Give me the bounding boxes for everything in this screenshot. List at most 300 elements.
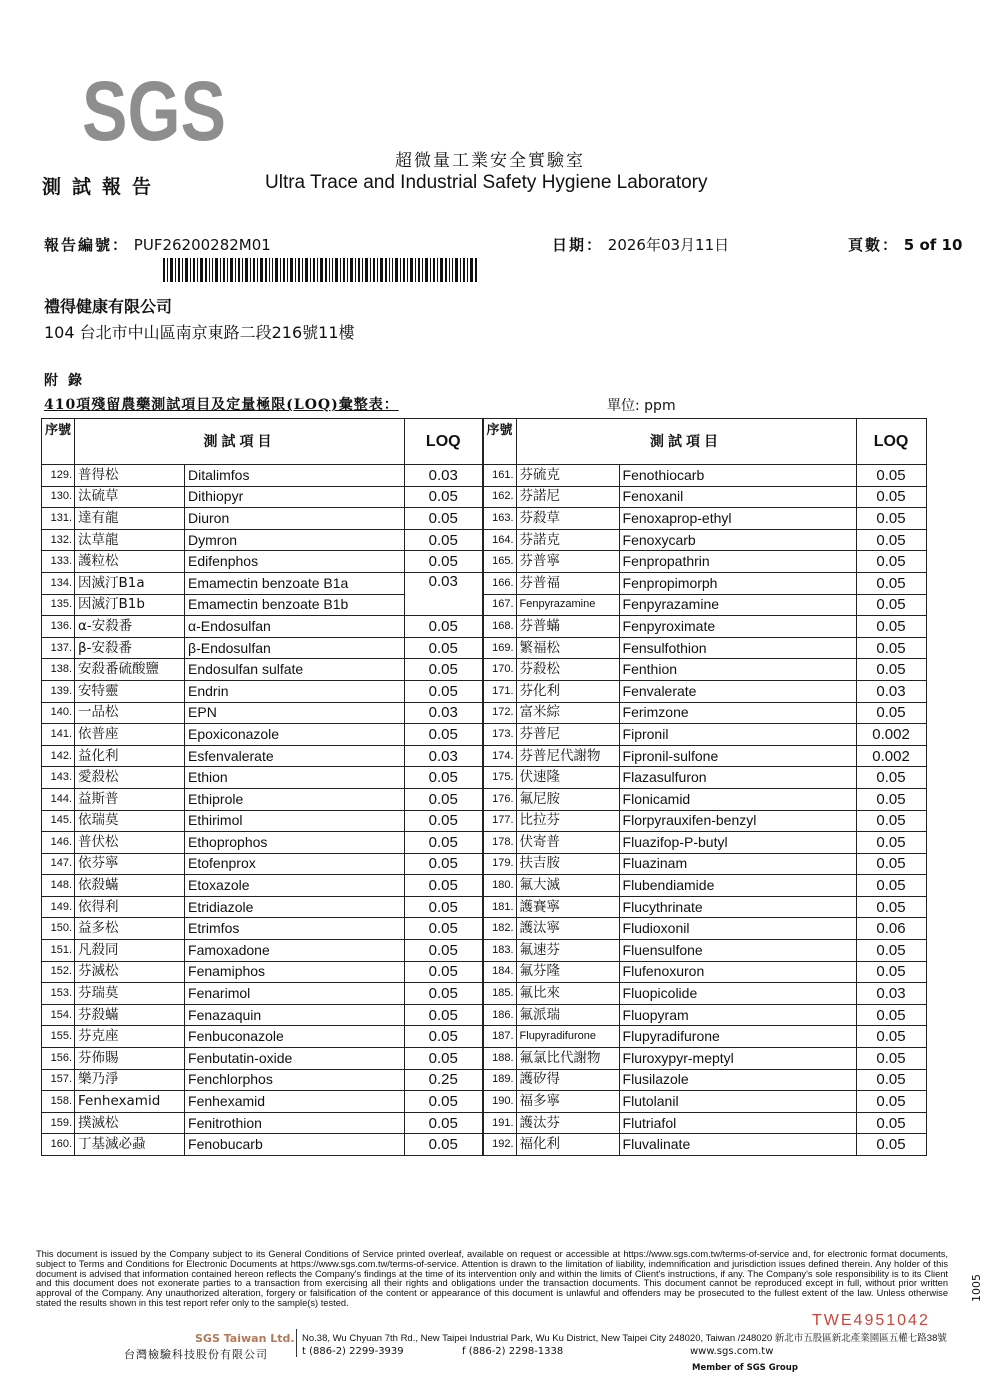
right-name-cn-cell: 護汰芬 xyxy=(516,1112,619,1134)
right-name-cn-cell: 富米綜 xyxy=(516,702,619,724)
left-name-cn-cell: 因滅汀B1a xyxy=(75,572,185,594)
left-loq-cell: 0.05 xyxy=(405,961,483,983)
right-name-cn-cell: 芬普寧 xyxy=(516,551,619,573)
page-count-label: 頁數： xyxy=(848,236,900,254)
left-name-cn-cell: 撲滅松 xyxy=(75,1112,185,1134)
legal-disclaimer: This document is issued by the Company subject to its General Conditions of Service printed overleaf, available on request or accessible at https://www.sgs.com.tw/terms-of-service and, for electronic format documents, subject to Terms and Conditions for Electronic Documents at https://www.sgs.com.tw/terms-of-service. Attention is drawn to the limitation of liability, indemnification and jurisdiction issues defined therein. Any holder of this document is advised that information contained hereon reflects the Company's findings at the time of its intervention only and within the limits of Client's instructions, if any. The Company's sole responsibility is to its Client and this document does not exonerate parties to a transaction from exercising all their rights and obligations under the transaction documents. This document cannot be reproduced except in full, without prior written approval of the Company. Any unauthorized alteration, forgery or falsification of the content or appearance of this document is unlawful and offenders may be prosecuted to the fullest extent of the law. Unless otherwise stated the results shown in this test report refer only to the sample(s) tested. xyxy=(36,1249,948,1308)
left-seq-cell: 152. xyxy=(42,961,75,983)
left-seq-cell: 144. xyxy=(42,788,75,810)
left-name-cn-cell: 益多松 xyxy=(75,918,185,940)
right-seq-cell: 175. xyxy=(483,767,517,789)
right-seq-cell: 178. xyxy=(483,832,517,854)
left-loq-cell: 0.03 xyxy=(405,465,483,487)
right-seq-cell: 166. xyxy=(483,572,517,594)
left-loq-cell: 0.05 xyxy=(405,853,483,875)
footer-website[interactable]: www.sgs.com.tw xyxy=(690,1346,774,1357)
table-row xyxy=(42,1069,927,1091)
left-loq-cell: 0.05 xyxy=(405,940,483,962)
right-loq-cell: 0.05 xyxy=(856,1048,926,1070)
right-name-cn-cell: 芬普尼 xyxy=(516,724,619,746)
right-loq-cell: 0.03 xyxy=(856,983,926,1005)
right-name-en-cell: Flutolanil xyxy=(619,1091,856,1113)
left-seq-cell: 140. xyxy=(42,702,75,724)
right-seq-cell: 183. xyxy=(483,940,517,962)
right-name-en-cell: Flonicamid xyxy=(619,788,856,810)
right-name-cn-cell: 氟比來 xyxy=(516,983,619,1005)
header-item-right: 測試項目 xyxy=(516,419,856,465)
left-seq-cell: 129. xyxy=(42,465,75,487)
right-name-cn-cell: 芬硫克 xyxy=(516,465,619,487)
right-name-en-cell: Fenpropathrin xyxy=(619,551,856,573)
report-date-label: 日期： xyxy=(552,236,604,254)
report-number-value: PUF26200282M01 xyxy=(133,236,271,254)
table-title: 410項殘留農藥測試項目及定量極限(LOQ)彙整表： xyxy=(44,397,399,413)
left-loq-cell: 0.05 xyxy=(405,724,483,746)
left-name-en-cell: Ditalimfos xyxy=(185,465,405,487)
table-row xyxy=(42,1048,927,1070)
left-seq-cell: 148. xyxy=(42,875,75,897)
right-name-en-cell: Fenpyroximate xyxy=(619,616,856,638)
left-name-en-cell: Diuron xyxy=(185,508,405,530)
left-loq-cell: 0.05 xyxy=(405,529,483,551)
footer-fax: f (886-2) 2298-1338 xyxy=(462,1346,564,1357)
unit-label: 單位: ppm xyxy=(607,398,676,414)
table-header-row xyxy=(42,419,927,465)
left-loq-cell: 0.05 xyxy=(405,680,483,702)
left-name-en-cell: Famoxadone xyxy=(185,940,405,962)
right-name-en-cell: Fipronil xyxy=(619,724,856,746)
right-loq-cell: 0.06 xyxy=(856,918,926,940)
table-row xyxy=(42,896,927,918)
right-name-cn-cell: 扶吉胺 xyxy=(516,853,619,875)
left-name-cn-cell: 一品松 xyxy=(75,702,185,724)
left-seq-cell: 159. xyxy=(42,1112,75,1134)
table-row xyxy=(42,745,927,767)
right-seq-cell: 179. xyxy=(483,853,517,875)
right-name-en-cell: Fenthion xyxy=(619,659,856,681)
right-name-en-cell: Florpyrauxifen-benzyl xyxy=(619,810,856,832)
table-row xyxy=(42,875,927,897)
left-seq-cell: 139. xyxy=(42,680,75,702)
table-row xyxy=(42,551,927,573)
client-name: 禮得健康有限公司 xyxy=(44,297,173,316)
header-loq-left: LOQ xyxy=(405,419,483,465)
left-name-cn-cell: 依芬寧 xyxy=(75,853,185,875)
table-row xyxy=(42,853,927,875)
right-name-en-cell: Fenoxanil xyxy=(619,486,856,508)
right-name-cn-cell: 芬殺松 xyxy=(516,659,619,681)
report-number-label: 報告編號： xyxy=(44,236,130,254)
left-name-cn-cell: 益斯普 xyxy=(75,788,185,810)
left-name-cn-cell: 芬克座 xyxy=(75,1026,185,1048)
left-name-cn-cell: 芬殺蟎 xyxy=(75,1004,185,1026)
right-seq-cell: 180. xyxy=(483,875,517,897)
left-name-cn-cell: 樂乃淨 xyxy=(75,1069,185,1091)
right-name-en-cell: Flazasulfuron xyxy=(619,767,856,789)
right-name-cn-cell: 芬普蟎 xyxy=(516,616,619,638)
left-name-en-cell: Fenbuconazole xyxy=(185,1026,405,1048)
left-name-en-cell: Etridiazole xyxy=(185,896,405,918)
table-row xyxy=(42,508,927,530)
right-name-cn-cell: 氟速芬 xyxy=(516,940,619,962)
table-row xyxy=(42,594,927,616)
left-name-en-cell: Emamectin benzoate B1a xyxy=(185,572,405,594)
right-loq-cell: 0.05 xyxy=(856,594,926,616)
left-name-cn-cell: 依殺蟎 xyxy=(75,875,185,897)
left-name-en-cell: Etoxazole xyxy=(185,875,405,897)
left-name-cn-cell: β-安殺番 xyxy=(75,637,185,659)
right-seq-cell: 163. xyxy=(483,508,517,530)
right-name-cn-cell: 護汰寧 xyxy=(516,918,619,940)
right-loq-cell: 0.05 xyxy=(856,1026,926,1048)
left-name-en-cell: Ethion xyxy=(185,767,405,789)
header-seq-left: 序號 xyxy=(42,419,75,465)
left-name-cn-cell: 依瑞莫 xyxy=(75,810,185,832)
right-seq-cell: 185. xyxy=(483,983,517,1005)
right-loq-cell: 0.05 xyxy=(856,853,926,875)
left-loq-cell: 0.05 xyxy=(405,832,483,854)
left-name-en-cell: Epoxiconazole xyxy=(185,724,405,746)
right-loq-cell: 0.05 xyxy=(856,637,926,659)
left-seq-cell: 137. xyxy=(42,637,75,659)
right-seq-cell: 189. xyxy=(483,1069,517,1091)
header-item-left: 測試項目 xyxy=(75,419,405,465)
table-row xyxy=(42,724,927,746)
right-seq-cell: 172. xyxy=(483,702,517,724)
footer-address: No.38, Wu Chyuan 7th Rd., New Taipei Industrial Park, Wu Ku District, New Taipei City 248020, Taiwan /248020 新北市五股區新北產業園區五權七路38號 xyxy=(302,1333,947,1344)
right-name-en-cell: Fenvalerate xyxy=(619,680,856,702)
right-name-cn-cell: 氟氯比代謝物 xyxy=(516,1048,619,1070)
right-seq-cell: 161. xyxy=(483,465,517,487)
right-name-cn-cell: 護矽得 xyxy=(516,1069,619,1091)
left-name-cn-cell: 因滅汀B1b xyxy=(75,594,185,616)
right-name-cn-cell: 護賽寧 xyxy=(516,896,619,918)
right-loq-cell: 0.05 xyxy=(856,1091,926,1113)
right-loq-cell: 0.05 xyxy=(856,1069,926,1091)
left-seq-cell: 130. xyxy=(42,486,75,508)
left-name-en-cell: Ethirimol xyxy=(185,810,405,832)
right-name-en-cell: Fenoxycarb xyxy=(619,529,856,551)
left-name-en-cell: Fenarimol xyxy=(185,983,405,1005)
right-name-cn-cell: 氟大滅 xyxy=(516,875,619,897)
right-name-en-cell: Fluopicolide xyxy=(619,983,856,1005)
table-row xyxy=(42,1091,927,1113)
right-loq-cell: 0.05 xyxy=(856,896,926,918)
right-name-en-cell: Flufenoxuron xyxy=(619,961,856,983)
left-name-en-cell: Endosulfan sulfate xyxy=(185,659,405,681)
sgs-logo xyxy=(80,64,228,158)
table-row xyxy=(42,1112,927,1134)
right-name-en-cell: Flupyradifurone xyxy=(619,1026,856,1048)
right-name-cn-cell: 氟尼胺 xyxy=(516,788,619,810)
left-loq-cell: 0.03 xyxy=(405,745,483,767)
left-seq-cell: 141. xyxy=(42,724,75,746)
side-code: 1005 xyxy=(970,1274,983,1302)
footer-company-en: SGS Taiwan Ltd. xyxy=(195,1332,295,1345)
right-seq-cell: 165. xyxy=(483,551,517,573)
right-seq-cell: 190. xyxy=(483,1091,517,1113)
left-seq-cell: 149. xyxy=(42,896,75,918)
right-loq-cell: 0.05 xyxy=(856,465,926,487)
sgs-logo-text: SGS xyxy=(82,64,226,158)
table-row xyxy=(42,810,927,832)
table-row xyxy=(42,1134,927,1156)
left-seq-cell: 135. xyxy=(42,594,75,616)
right-seq-cell: 171. xyxy=(483,680,517,702)
table-row xyxy=(42,1026,927,1048)
left-name-cn-cell: 丁基滅必蝨 xyxy=(75,1134,185,1156)
table-row xyxy=(42,572,927,594)
right-loq-cell: 0.05 xyxy=(856,572,926,594)
report-date xyxy=(552,234,729,255)
table-row xyxy=(42,680,927,702)
left-name-en-cell: Fenitrothion xyxy=(185,1112,405,1134)
right-loq-cell: 0.05 xyxy=(856,832,926,854)
left-name-cn-cell: 普得松 xyxy=(75,465,185,487)
report-number xyxy=(44,234,271,255)
right-seq-cell: 177. xyxy=(483,810,517,832)
left-loq-cell: 0.05 xyxy=(405,896,483,918)
left-name-cn-cell: Fenhexamid xyxy=(75,1091,185,1113)
right-loq-cell: 0.05 xyxy=(856,767,926,789)
right-seq-cell: 173. xyxy=(483,724,517,746)
left-name-cn-cell: 護粒松 xyxy=(75,551,185,573)
left-loq-cell: 0.05 xyxy=(405,918,483,940)
left-name-en-cell: α-Endosulfan xyxy=(185,616,405,638)
left-loq-cell: 0.05 xyxy=(405,659,483,681)
left-seq-cell: 153. xyxy=(42,983,75,1005)
table-row xyxy=(42,659,927,681)
right-name-cn-cell: 比拉芬 xyxy=(516,810,619,832)
left-seq-cell: 147. xyxy=(42,853,75,875)
right-name-cn-cell: 芬普福 xyxy=(516,572,619,594)
right-loq-cell: 0.05 xyxy=(856,702,926,724)
table-row xyxy=(42,767,927,789)
right-name-en-cell: Fludioxonil xyxy=(619,918,856,940)
table-row xyxy=(42,465,927,487)
left-name-en-cell: Fenobucarb xyxy=(185,1134,405,1156)
header-seq-right: 序號 xyxy=(483,419,517,465)
right-loq-cell: 0.05 xyxy=(856,1112,926,1134)
lab-name-cn: 超微量工業安全實驗室 xyxy=(395,151,585,171)
left-name-en-cell: Fenbutatin-oxide xyxy=(185,1048,405,1070)
left-seq-cell: 158. xyxy=(42,1091,75,1113)
right-seq-cell: 181. xyxy=(483,896,517,918)
right-seq-cell: 186. xyxy=(483,1004,517,1026)
left-name-en-cell: Etrimfos xyxy=(185,918,405,940)
appendix-label: 附錄 xyxy=(44,373,92,389)
left-loq-cell: 0.05 xyxy=(405,616,483,638)
right-name-cn-cell: 芬諾克 xyxy=(516,529,619,551)
right-seq-cell: 192. xyxy=(483,1134,517,1156)
left-seq-cell: 132. xyxy=(42,529,75,551)
left-loq-cell: 0.05 xyxy=(405,875,483,897)
table-row xyxy=(42,1004,927,1026)
right-loq-cell: 0.05 xyxy=(856,508,926,530)
left-name-cn-cell: 芬佈賜 xyxy=(75,1048,185,1070)
right-loq-cell: 0.05 xyxy=(856,961,926,983)
left-name-en-cell: Endrin xyxy=(185,680,405,702)
left-seq-cell: 145. xyxy=(42,810,75,832)
left-loq-cell: 0.05 xyxy=(405,1048,483,1070)
right-name-en-cell: Fluazinam xyxy=(619,853,856,875)
right-name-cn-cell: 芬諾尼 xyxy=(516,486,619,508)
left-name-cn-cell: 依普座 xyxy=(75,724,185,746)
right-loq-cell: 0.05 xyxy=(856,659,926,681)
right-loq-cell: 0.05 xyxy=(856,788,926,810)
right-name-cn-cell: 氟芬隆 xyxy=(516,961,619,983)
left-seq-cell: 150. xyxy=(42,918,75,940)
right-name-cn-cell: 氟派瑞 xyxy=(516,1004,619,1026)
page-count xyxy=(848,234,962,255)
header-loq-right: LOQ xyxy=(856,419,926,465)
right-seq-cell: 164. xyxy=(483,529,517,551)
left-loq-cell: 0.05 xyxy=(405,1026,483,1048)
left-name-cn-cell: 普伏松 xyxy=(75,832,185,854)
right-name-en-cell: Fluensulfone xyxy=(619,940,856,962)
left-seq-cell: 131. xyxy=(42,508,75,530)
left-name-cn-cell: α-安殺番 xyxy=(75,616,185,638)
right-seq-cell: 176. xyxy=(483,788,517,810)
footer-divider xyxy=(296,1329,297,1357)
right-name-en-cell: Flubendiamide xyxy=(619,875,856,897)
left-name-en-cell: Esfenvalerate xyxy=(185,745,405,767)
right-name-cn-cell: 伏速隆 xyxy=(516,767,619,789)
left-name-en-cell: Fenchlorphos xyxy=(185,1069,405,1091)
right-seq-cell: 187. xyxy=(483,1026,517,1048)
left-name-en-cell: Etofenprox xyxy=(185,853,405,875)
footer-company-cn: 台灣檢驗科技股份有限公司 xyxy=(124,1348,268,1361)
left-loq-cell: 0.05 xyxy=(405,1004,483,1026)
barcode xyxy=(163,258,478,282)
left-name-en-cell: Fenazaquin xyxy=(185,1004,405,1026)
right-name-en-cell: Fluroxypyr-meptyl xyxy=(619,1048,856,1070)
left-loq-cell: 0.05 xyxy=(405,788,483,810)
right-name-cn-cell: 福多寧 xyxy=(516,1091,619,1113)
right-name-cn-cell: Flupyradifurone xyxy=(516,1026,619,1048)
right-loq-cell: 0.002 xyxy=(856,724,926,746)
left-seq-cell: 154. xyxy=(42,1004,75,1026)
right-loq-cell: 0.03 xyxy=(856,680,926,702)
right-name-en-cell: Ferimzone xyxy=(619,702,856,724)
left-loq-cell: 0.03 xyxy=(405,572,483,615)
left-loq-cell: 0.25 xyxy=(405,1069,483,1091)
left-loq-cell: 0.05 xyxy=(405,810,483,832)
right-loq-cell: 0.05 xyxy=(856,551,926,573)
left-name-cn-cell: 安特靈 xyxy=(75,680,185,702)
right-name-en-cell: Fenpyrazamine xyxy=(619,594,856,616)
left-seq-cell: 142. xyxy=(42,745,75,767)
left-loq-cell: 0.05 xyxy=(405,1112,483,1134)
table-row xyxy=(42,961,927,983)
left-name-cn-cell: 依得利 xyxy=(75,896,185,918)
right-loq-cell: 0.05 xyxy=(856,875,926,897)
left-name-en-cell: Dymron xyxy=(185,529,405,551)
table-row xyxy=(42,832,927,854)
left-name-cn-cell: 愛殺松 xyxy=(75,767,185,789)
right-loq-cell: 0.05 xyxy=(856,810,926,832)
left-seq-cell: 155. xyxy=(42,1026,75,1048)
right-seq-cell: 182. xyxy=(483,918,517,940)
right-seq-cell: 170. xyxy=(483,659,517,681)
left-seq-cell: 157. xyxy=(42,1069,75,1091)
right-seq-cell: 184. xyxy=(483,961,517,983)
table-row xyxy=(42,637,927,659)
right-name-en-cell: Fenoxaprop-ethyl xyxy=(619,508,856,530)
left-seq-cell: 146. xyxy=(42,832,75,854)
right-name-cn-cell: 伏寄普 xyxy=(516,832,619,854)
right-name-en-cell: Fensulfothion xyxy=(619,637,856,659)
right-name-cn-cell: 芬化利 xyxy=(516,680,619,702)
table-row xyxy=(42,983,927,1005)
left-seq-cell: 133. xyxy=(42,551,75,573)
right-loq-cell: 0.05 xyxy=(856,529,926,551)
right-seq-cell: 168. xyxy=(483,616,517,638)
right-name-cn-cell: 繁福松 xyxy=(516,637,619,659)
left-loq-cell: 0.05 xyxy=(405,486,483,508)
document-serial: TWE4951042 xyxy=(812,1312,930,1329)
right-seq-cell: 162. xyxy=(483,486,517,508)
left-loq-cell: 0.05 xyxy=(405,1134,483,1156)
table-row xyxy=(42,702,927,724)
left-loq-cell: 0.05 xyxy=(405,1091,483,1113)
right-loq-cell: 0.05 xyxy=(856,940,926,962)
right-name-en-cell: Flucythrinate xyxy=(619,896,856,918)
pesticide-table xyxy=(41,418,927,1156)
right-name-en-cell: Fluvalinate xyxy=(619,1134,856,1156)
right-name-en-cell: Fenpropimorph xyxy=(619,572,856,594)
left-loq-cell: 0.03 xyxy=(405,702,483,724)
right-name-cn-cell: Fenpyrazamine xyxy=(516,594,619,616)
left-name-en-cell: Ethiprole xyxy=(185,788,405,810)
report-date-value: 2026年03月11日 xyxy=(607,236,730,254)
footer-phone: t (886-2) 2299-3939 xyxy=(302,1346,404,1357)
left-name-en-cell: Dithiopyr xyxy=(185,486,405,508)
left-name-cn-cell: 益化利 xyxy=(75,745,185,767)
left-name-en-cell: Edifenphos xyxy=(185,551,405,573)
table-row xyxy=(42,940,927,962)
left-loq-cell: 0.05 xyxy=(405,767,483,789)
table-row xyxy=(42,486,927,508)
left-loq-cell: 0.05 xyxy=(405,983,483,1005)
right-loq-cell: 0.05 xyxy=(856,1134,926,1156)
left-name-cn-cell: 汰草龍 xyxy=(75,529,185,551)
table-row xyxy=(42,788,927,810)
left-seq-cell: 160. xyxy=(42,1134,75,1156)
right-loq-cell: 0.05 xyxy=(856,1004,926,1026)
table-row xyxy=(42,616,927,638)
right-seq-cell: 174. xyxy=(483,745,517,767)
left-name-cn-cell: 達有龍 xyxy=(75,508,185,530)
left-loq-cell: 0.05 xyxy=(405,508,483,530)
right-name-cn-cell: 福化利 xyxy=(516,1134,619,1156)
right-name-en-cell: Fenothiocarb xyxy=(619,465,856,487)
left-name-cn-cell: 汰硫草 xyxy=(75,486,185,508)
right-name-en-cell: Fluopyram xyxy=(619,1004,856,1026)
left-name-cn-cell: 凡殺同 xyxy=(75,940,185,962)
left-seq-cell: 134. xyxy=(42,572,75,594)
left-seq-cell: 143. xyxy=(42,767,75,789)
page-count-value: 5 of 10 xyxy=(903,236,963,254)
client-address: 104 台北市中山區南京東路二段216號11樓 xyxy=(44,323,355,342)
table-row xyxy=(42,529,927,551)
lab-name-en: Ultra Trace and Industrial Safety Hygiene Laboratory xyxy=(265,172,708,193)
left-name-en-cell: Ethoprophos xyxy=(185,832,405,854)
right-seq-cell: 188. xyxy=(483,1048,517,1070)
footer-member: Member of SGS Group xyxy=(692,1363,798,1373)
right-name-cn-cell: 芬普尼代謝物 xyxy=(516,745,619,767)
left-loq-cell: 0.05 xyxy=(405,637,483,659)
